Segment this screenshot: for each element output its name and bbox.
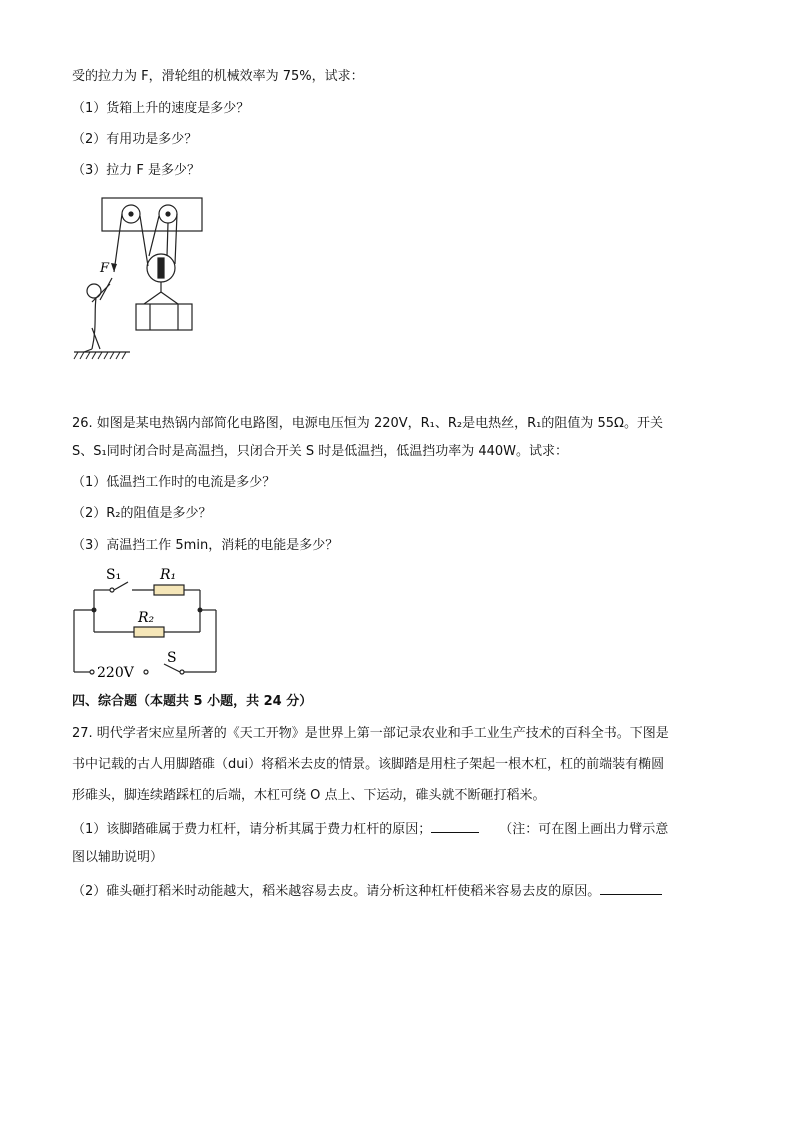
- q26-sub3: （3）高温挡工作 5min，消耗的电能是多少？: [72, 538, 339, 553]
- source-label: 220V: [97, 665, 134, 681]
- q27-sub2-line: [72, 880, 662, 901]
- cargo-crate: [136, 304, 192, 330]
- force-label: F: [100, 261, 110, 276]
- switch-s1-label: S₁: [106, 567, 122, 583]
- pulley-figure: [70, 192, 210, 367]
- switch-s1: [114, 582, 128, 590]
- q26-text-1: 26. 如图是某电热锅内部简化电路图，电源电压恒为 220V，R₁、R₂是电热丝，R₁的阻值为 55Ω。开关: [72, 416, 663, 431]
- ceiling-beam: [102, 198, 202, 231]
- q26-sub2: （2）R₂的阻值是多少？: [72, 506, 212, 521]
- q26-text-2: S、S₁同时闭合时是高温挡，只闭合开关 S 时是低温挡，低温挡功率为 440W。试求：: [72, 444, 569, 459]
- q26-sub1: （1）低温挡工作时的电流是多少？: [72, 475, 276, 490]
- q27-text-1: 27. 明代学者宋应星所著的《天工开物》是世界上第一部记录农业和手工业生产技术的百科全书。下图是: [72, 726, 669, 741]
- force-arrow: [111, 263, 117, 272]
- circuit-diagram: [70, 562, 230, 680]
- q25-sub2: （2）有用功是多少？: [72, 132, 198, 147]
- q27-sub1-cont: 图以辅助说明）: [72, 850, 164, 865]
- section-heading: 四、综合题（本题共 5 小题，共 24 分）: [72, 694, 313, 709]
- q27-sub2: （2）碓头砸打稻米时动能越大，稻米越容易去皮。请分析这种杠杆使稻米容易去皮的原因。: [72, 884, 601, 899]
- q27-sub1-note: （注：可在图上画出力臂示意: [499, 822, 669, 837]
- q27-sub1-line: [72, 818, 668, 839]
- q25-sub3: （3）拉力 F 是多少？: [72, 163, 201, 178]
- resistor-r2-label: R₂: [138, 610, 155, 626]
- q27-text-2: 书中记载的古人用脚踏碓（dui）将稻米去皮的情景。该脚踏是用柱子架起一根木杠，杠的前端装有椭圆: [72, 757, 665, 772]
- answer-blank-2[interactable]: [600, 880, 662, 895]
- resistor-r2: [134, 627, 164, 637]
- q27-sub1: （1）该脚踏碓属于费力杠杆，请分析其属于费力杠杆的原因；: [72, 822, 432, 837]
- answer-blank-1[interactable]: [431, 818, 479, 833]
- switch-s-label: S: [167, 650, 177, 666]
- q27-text-3: 形碓头，脚连续踏踩杠的后端，木杠可绕 O 点上、下运动，碓头就不断砸打稻米。: [72, 788, 546, 803]
- q25-intro: 受的拉力为 F，滑轮组的机械效率为 75%，试求：: [72, 69, 364, 84]
- resistor-r1: [154, 585, 184, 595]
- resistor-r1-label: R₁: [160, 567, 177, 583]
- q25-sub1: （1）货箱上升的速度是多少？: [72, 101, 250, 116]
